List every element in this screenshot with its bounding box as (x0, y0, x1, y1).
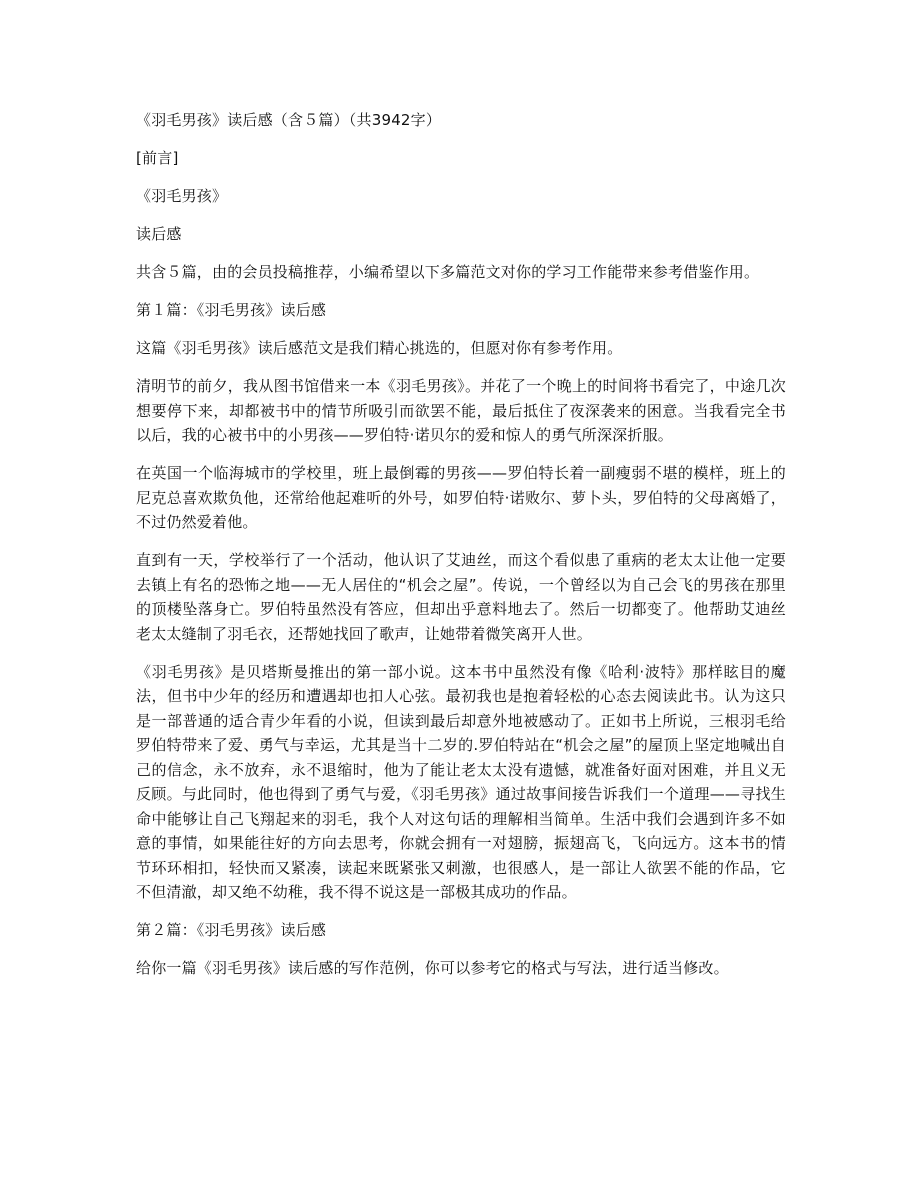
intro-paragraph: 共含５篇，由的会员投稿推荐，小编希望以下多篇范文对你的学习工作能带来参考借鉴作用。 (136, 263, 760, 281)
section-2-paragraph: 给你一篇《羽毛男孩》读后感的写作范例，你可以参考它的格式与写法，进行适当修改。 (136, 959, 729, 977)
section-1-paragraph: 这篇《羽毛男孩》读后感范文是我们精心挑选的，但愿对你有参考作用。 (136, 339, 623, 357)
document-page (136, 108, 786, 994)
section-1-paragraph: 直到有一天，学校举行了一个活动，他认识了艾迪丝，而这个看似患了重病的老太太让他一定要去镇上有名的恐怖之地——无人居住的“机会之屋”。传说，一个曾经以为自己会飞的男孩在那里的顶楼坠落身亡。罗伯特虽然没有答应，但却出乎意料地去了。然后一切都变了。他帮助艾迪丝老太太缝制了羽毛衣，还帮她找回了歌声，让她带着微笑离开人世。 (136, 551, 786, 643)
subject-subtitle: 读后感 (136, 225, 182, 243)
section-2-heading: 第２篇：《羽毛男孩》读后感 (136, 921, 327, 939)
document-title: 《羽毛男孩》读后感（含５篇）（共3942字） (136, 111, 442, 129)
section-1-paragraph: 《羽毛男孩》是贝塔斯曼推出的第一部小说。这本书中虽然没有像《哈利·波特》那样眩目的魔法，但书中少年的经历和遭遇却也扣人心弦。最初我也是抱着轻松的心态去阅读此书。认为这只是一部普通的适合青少年看的小说，但读到最后却意外地被感动了。正如书上所说，三根羽毛给罗伯特带来了爱、勇气与幸运，尤其是当十二岁的.罗伯特站在“机会之屋”的屋顶上坚定地喊出自己的信念，永不放弃，永不退缩时，他为了能让老太太没有遗憾，就准备好面对困难，并且义无反顾。与此同时，他也得到了勇气与爱，《羽毛男孩》通过故事间接告诉我们一个道理——寻找生命中能够让自己飞翔起来的羽毛，我个人对这句话的理解相当简单。生活中我们会遇到许多不如意的事情，如果能往好的方向去思考，你就会拥有一对翅膀，振翅高飞，飞向远方。这本书的情节环环相扣，轻快而又紧凑，读起来既紧张又刺激，也很感人，是一部让人欲罢不能的作品，它不但清澈，却又绝不幼稚，我不得不说这是一部极其成功的作品。 (136, 662, 786, 901)
subject-title: 《羽毛男孩》 (136, 187, 228, 205)
section-1-paragraph: 在英国一个临海城市的学校里，班上最倒霉的男孩——罗伯特长着一副瘦弱不堪的模样，班上的尼克总喜欢欺负他，还常给他起难听的外号，如罗伯特·诺败尔、萝卜头，罗伯特的父母离婚了，不过仍然爱着他。 (136, 464, 786, 531)
section-1-heading: 第１篇：《羽毛男孩》读后感 (136, 301, 327, 319)
preface-label: [前言] (136, 149, 179, 167)
section-1-paragraph: 清明节的前夕，我从图书馆借来一本《羽毛男孩》。并花了一个晚上的时间将书看完了，中途几次想要停下来，却都被书中的情节所吸引而欲罢不能，最后抵住了夜深袭来的困意。当我看完全书以后，我的心被书中的小男孩——罗伯特·诺贝尔的爱和惊人的勇气所深深折服。 (136, 377, 786, 444)
